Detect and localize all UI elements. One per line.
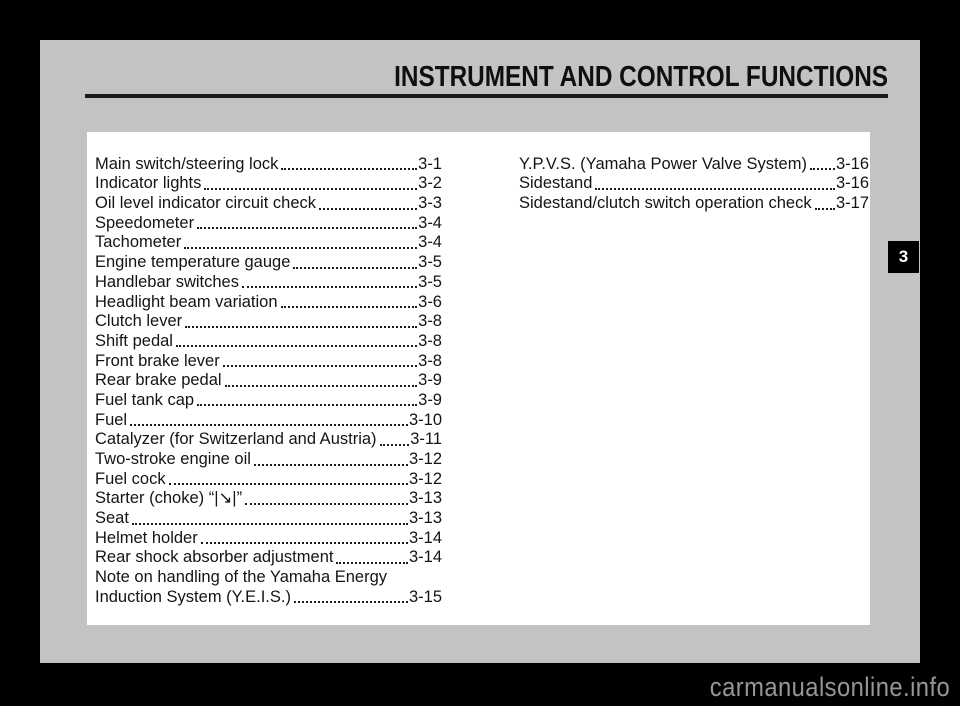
dot-leader bbox=[810, 168, 835, 170]
toc-entry-page: 3-15 bbox=[408, 587, 442, 606]
chapter-tab: 3 bbox=[888, 241, 919, 273]
toc-entry bbox=[95, 312, 442, 332]
toc-entry-page: 3-8 bbox=[418, 331, 442, 350]
toc-entry-page: 3-5 bbox=[418, 272, 442, 291]
toc-entry bbox=[95, 252, 442, 272]
toc-entry-label: Seat bbox=[95, 509, 129, 528]
toc-entry bbox=[95, 390, 442, 410]
toc-entry-page: 3-14 bbox=[408, 528, 442, 547]
dot-leader bbox=[815, 208, 835, 210]
toc-entry-label: Front brake lever bbox=[95, 351, 220, 370]
toc-entry-page: 3-13 bbox=[408, 509, 442, 528]
toc-entry-label: Indicator lights bbox=[95, 174, 202, 193]
toc-entry bbox=[95, 154, 442, 174]
toc-right-column bbox=[519, 154, 869, 625]
toc-entry-page: 3-12 bbox=[408, 469, 442, 488]
toc-entry-page: 3-3 bbox=[418, 194, 442, 213]
toc-entry-page: 3-12 bbox=[408, 450, 442, 468]
toc-entry bbox=[95, 351, 442, 371]
dot-leader bbox=[294, 601, 408, 603]
toc-entry-label: Fuel cock bbox=[95, 469, 166, 488]
toc-entry-page: 3-4 bbox=[418, 233, 442, 252]
toc-entry-page: 3-6 bbox=[418, 292, 442, 311]
manual-page bbox=[40, 40, 920, 663]
header-double-rule bbox=[85, 94, 888, 98]
toc-entry bbox=[95, 567, 442, 587]
dot-leader bbox=[225, 385, 418, 387]
toc-entry-label: Rear shock absorber adjustment bbox=[95, 548, 334, 567]
toc-left-column bbox=[95, 154, 442, 625]
toc-entry-label: Handlebar switches bbox=[95, 272, 239, 291]
toc-entry bbox=[95, 174, 442, 194]
toc-entry bbox=[95, 292, 442, 312]
toc-entry-page: 3-14 bbox=[408, 548, 442, 567]
toc-entry-label: Sidestand/clutch switch operation check bbox=[519, 194, 812, 213]
dot-leader bbox=[245, 503, 408, 505]
toc-entry-page: 3-2 bbox=[418, 174, 442, 193]
dot-leader bbox=[254, 464, 408, 466]
toc-entry-page: 3-8 bbox=[418, 312, 442, 331]
toc-entry bbox=[95, 508, 442, 528]
toc-entry-page: 3-16 bbox=[835, 154, 869, 173]
toc-entry-label: Fuel tank cap bbox=[95, 390, 195, 409]
toc-entry-label: Y.P.V.S. (Yamaha Power Valve System) bbox=[519, 154, 807, 173]
toc-entry bbox=[95, 587, 442, 607]
toc-entry-label: Catalyzer (for Switzerland and Austria) bbox=[95, 430, 377, 449]
dot-leader bbox=[223, 365, 417, 367]
toc-entry-label: Starter (choke) “|↘|” bbox=[95, 489, 243, 508]
dot-leader bbox=[176, 345, 417, 347]
toc-entry-label: Engine temperature gauge bbox=[95, 253, 291, 272]
dot-leader bbox=[336, 562, 408, 564]
toc-entry bbox=[95, 213, 442, 233]
dot-leader bbox=[197, 227, 417, 229]
toc-entry bbox=[95, 548, 442, 568]
dot-leader bbox=[293, 267, 417, 269]
toc-entry-label: Shift pedal bbox=[95, 331, 173, 350]
toc-entry-page: 3-5 bbox=[418, 253, 442, 272]
dot-leader bbox=[201, 542, 408, 544]
toc-entry-label: Fuel bbox=[95, 410, 128, 429]
toc-entry bbox=[519, 174, 869, 194]
dot-leader bbox=[184, 247, 417, 249]
toc-entry-page: 3-9 bbox=[418, 390, 442, 409]
dot-leader bbox=[204, 188, 417, 190]
toc-entry-label: Clutch lever bbox=[95, 312, 183, 331]
toc-entry-label: Induction System (Y.E.I.S.) bbox=[95, 587, 291, 606]
toc-entry bbox=[95, 233, 442, 253]
toc-entry-label: Main switch/steering lock bbox=[95, 154, 279, 173]
dot-leader bbox=[169, 483, 408, 485]
toc-entry-label: Speedometer bbox=[95, 213, 195, 232]
toc-box bbox=[87, 132, 870, 625]
dot-leader bbox=[319, 208, 417, 210]
toc-entry-label: Headlight beam variation bbox=[95, 292, 278, 311]
dot-leader bbox=[130, 424, 408, 426]
toc-entry-page: 3-8 bbox=[418, 351, 442, 370]
toc-entry-page: 3-4 bbox=[418, 213, 442, 232]
page-title-text: INSTRUMENT AND CONTROL FUNCTIONS bbox=[394, 61, 888, 93]
dot-leader bbox=[281, 306, 418, 308]
dot-leader bbox=[242, 286, 417, 288]
toc-entry-page: 3-9 bbox=[418, 371, 442, 390]
dot-leader bbox=[380, 444, 410, 446]
toc-entry bbox=[95, 331, 442, 351]
dot-leader bbox=[281, 168, 417, 170]
toc-entry-page: 3-1 bbox=[418, 154, 442, 173]
toc-entry bbox=[95, 371, 442, 391]
toc-entry-page: 3-16 bbox=[835, 174, 869, 193]
toc-entry bbox=[95, 193, 442, 213]
toc-entry bbox=[95, 449, 442, 469]
toc-entry-label: Note on handling of the Yamaha Energy bbox=[95, 568, 388, 587]
toc-entry-page: 3-13 bbox=[408, 489, 442, 508]
toc-entry bbox=[95, 430, 442, 450]
toc-entry bbox=[95, 272, 442, 292]
dot-leader bbox=[197, 404, 417, 406]
dot-leader bbox=[185, 326, 417, 328]
toc-entry bbox=[95, 410, 442, 430]
toc-entry-page: 3-10 bbox=[408, 410, 442, 429]
toc-entry bbox=[519, 154, 869, 174]
toc-entry bbox=[95, 469, 442, 489]
toc-entry-label: Two-stroke engine oil bbox=[95, 450, 251, 468]
watermark: carmanualsonline.info bbox=[709, 672, 950, 702]
toc-entry-label: Oil level indicator circuit check bbox=[95, 194, 316, 213]
toc-entry bbox=[95, 489, 442, 509]
toc-entry bbox=[519, 193, 869, 213]
toc-entry-page: 3-17 bbox=[835, 194, 869, 213]
page-title bbox=[300, 63, 888, 92]
toc-entry-page: 3-11 bbox=[410, 430, 442, 449]
toc-entry-label: Sidestand bbox=[519, 174, 593, 193]
toc-entry-label: Rear brake pedal bbox=[95, 371, 222, 390]
toc-entry bbox=[95, 528, 442, 548]
dot-leader bbox=[132, 523, 408, 525]
toc-entry-label: Tachometer bbox=[95, 233, 182, 252]
toc-entry-label: Helmet holder bbox=[95, 528, 198, 547]
dot-leader bbox=[595, 188, 835, 190]
